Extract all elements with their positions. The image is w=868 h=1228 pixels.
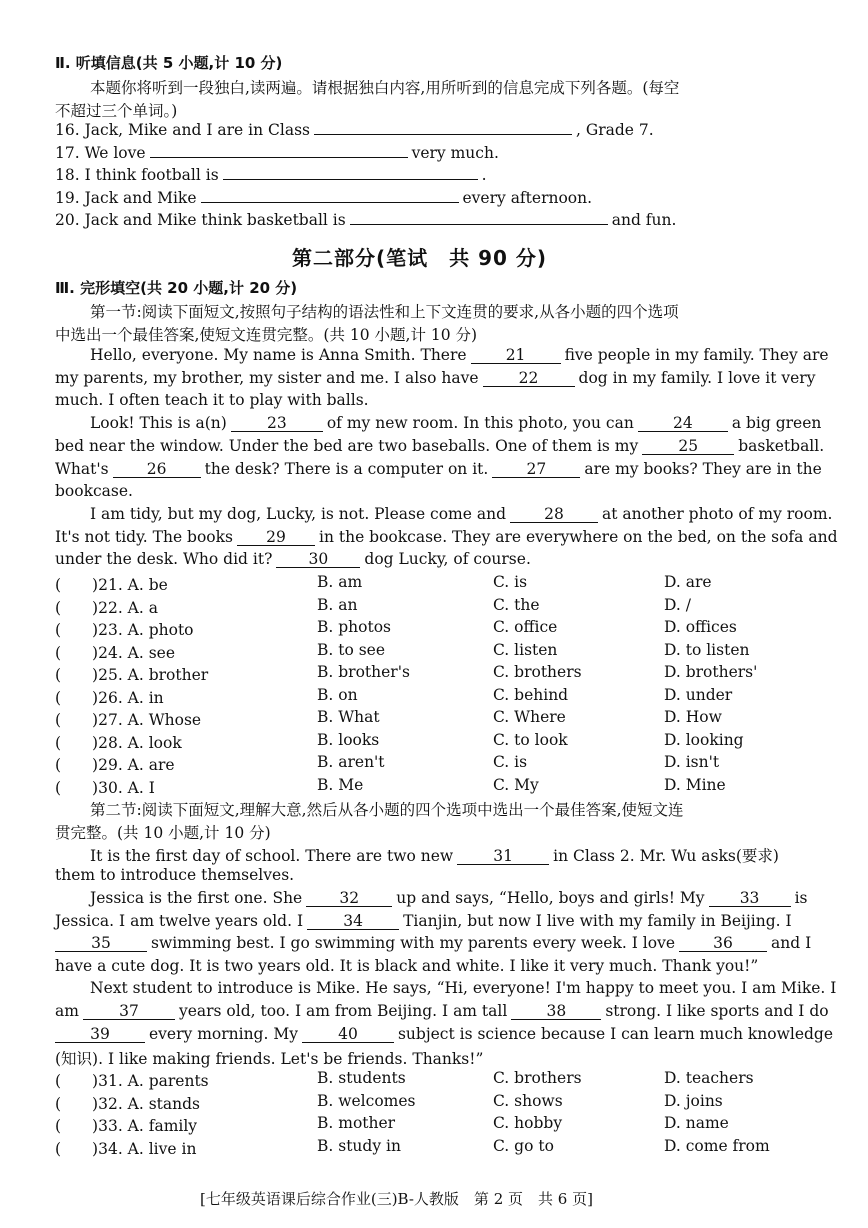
passage-text: It is the first day of school. There are two new (90, 847, 454, 865)
option-choice-b[interactable]: B. looks (317, 730, 380, 749)
passage-text: at another photo of my room. (602, 505, 833, 523)
option-choice-c[interactable]: C. to look (493, 730, 568, 749)
blank-26[interactable]: 26 (113, 461, 201, 478)
passage-text: and I (771, 934, 812, 952)
blank-38[interactable]: 38 (511, 1003, 601, 1020)
page-footer: [七年级英语课后综合作业(三)B-人教版 第 2 页 共 6 页] (200, 1190, 593, 1208)
section3-part2-instructions-cont: 贯完整。(共 10 小题,计 10 分) (55, 824, 271, 842)
option-choice-d[interactable]: D. come from (664, 1136, 770, 1155)
passage-line: bookcase. (55, 482, 133, 500)
option-question[interactable]: ( )34. A. live in (55, 1139, 197, 1158)
option-question[interactable]: ( )27. A. Whose (55, 711, 202, 729)
blank-34[interactable]: 34 (307, 913, 399, 930)
part2-title: 第二部分(笔试 共 90 分) (292, 246, 548, 270)
option-choice-b[interactable]: B. welcomes (317, 1091, 416, 1110)
passage-text: of my new room. In this photo, you can (326, 414, 634, 432)
passage-text: under the desk. Who did it? (55, 550, 273, 568)
section3-part1-instructions-cont: 中选出一个最佳答案,使短文连贯完整。(共 10 小题,计 10 分) (55, 326, 478, 344)
passage-text: strong. I like sports and I do (605, 1002, 829, 1020)
option-choice-d[interactable]: D. under (664, 685, 733, 704)
blank-24[interactable]: 24 (638, 415, 728, 432)
option-choice-c[interactable]: C. listen (493, 640, 558, 659)
q20-text: 20. Jack and Mike think basketball is (55, 211, 346, 229)
option-choice-d[interactable]: D. looking (664, 730, 744, 749)
q17-text: 17. We love (55, 144, 146, 162)
option-choice-d[interactable]: D. to listen (664, 640, 750, 659)
q18-blank[interactable] (223, 179, 478, 180)
passage-text: Hello, everyone. My name is Anna Smith. There (90, 346, 467, 364)
question-16 (55, 121, 654, 139)
option-choice-d[interactable]: D. brothers' (664, 663, 758, 681)
option-question[interactable]: ( )23. A. photo (55, 621, 194, 639)
passage-text: bed near the window. Under the bed are two baseballs. One of them is my (55, 437, 639, 455)
passage-line: (知识). I like making friends. Let's be friends. Thanks!” (55, 1050, 484, 1068)
passage-text: in Class 2. Mr. Wu asks(要求) (553, 847, 779, 865)
option-choice-c[interactable]: C. hobby (493, 1114, 563, 1132)
option-choice-c[interactable]: C. brothers (493, 1069, 582, 1087)
blank-40[interactable]: 40 (302, 1026, 394, 1043)
passage-line (55, 550, 531, 568)
blank-29[interactable]: 29 (237, 529, 315, 546)
passage-text: are my books? They are in the (584, 460, 822, 478)
passage-line (55, 528, 838, 546)
passage-text: is (794, 889, 808, 907)
passage-line (55, 934, 811, 952)
option-choice-d[interactable]: D. joins (664, 1091, 723, 1110)
blank-32[interactable]: 32 (306, 890, 392, 907)
blank-33[interactable]: 33 (709, 890, 791, 907)
passage-text: subject is science because I can learn much knowledge (397, 1025, 834, 1043)
passage-text: swimming best. I go swimming with my parents every week. I love (151, 934, 675, 952)
q16-blank[interactable] (314, 134, 572, 135)
section3-heading: Ⅲ. 完形填空(共 20 小题,计 20 分) (55, 279, 298, 297)
passage-text: Jessica is the first one. She (90, 889, 303, 907)
option-choice-d[interactable]: D. / (664, 595, 691, 614)
option-choice-d[interactable]: D. offices (664, 618, 737, 636)
passage-line: Next student to introduce is Mike. He says, “Hi, everyone! I'm happy to meet you. I am Mike. I (90, 979, 837, 997)
option-choice-c[interactable]: C. Where (493, 708, 566, 726)
passage-line (55, 369, 815, 387)
option-question[interactable]: ( )22. A. a (55, 598, 158, 617)
section3-part1-instructions: 第一节:阅读下面短文,按照句子结构的语法性和上下文连贯的要求,从各小题的四个选项 (90, 303, 679, 321)
passage-text: am (55, 1002, 79, 1020)
q18-text: 18. I think football is (55, 166, 219, 184)
option-choice-d[interactable]: D. are (664, 573, 712, 591)
q17-tail: very much. (411, 144, 499, 162)
blank-28[interactable]: 28 (510, 506, 598, 523)
option-choice-d[interactable]: D. isn't (664, 753, 720, 771)
passage-text: every morning. My (149, 1025, 298, 1043)
passage-text: dog Lucky, of course. (364, 550, 531, 568)
q19-text: 19. Jack and Mike (55, 189, 197, 207)
question-20 (55, 211, 676, 229)
section2-intro-cont: 不超过三个单词。) (55, 102, 178, 120)
option-choice-d[interactable]: D. teachers (664, 1069, 754, 1087)
passage-line (90, 346, 829, 364)
passage-line (55, 912, 792, 930)
option-question[interactable]: ( )24. A. see (55, 643, 176, 662)
section2-intro: 本题你将听到一段独白,读两遍。请根据独白内容,用所听到的信息完成下列各题。(每空 (90, 79, 680, 97)
option-choice-b[interactable]: B. aren't (317, 753, 385, 771)
passage-line (90, 505, 832, 523)
option-choice-c[interactable]: C. office (493, 618, 558, 636)
q19-blank[interactable] (201, 202, 459, 203)
passage-line (55, 437, 824, 455)
passage-text: my parents, my brother, my sister and me. I also have (55, 369, 479, 387)
option-choice-c[interactable]: C. is (493, 573, 528, 591)
option-choice-c[interactable]: C. go to (493, 1136, 554, 1155)
q16-text: 16. Jack, Mike and I are in Class (55, 121, 310, 139)
q20-tail: and fun. (611, 211, 677, 229)
q16-tail: , Grade 7. (576, 121, 654, 139)
passage-text: a big green (731, 414, 822, 432)
blank-31[interactable]: 31 (457, 848, 549, 865)
question-19 (55, 189, 592, 207)
option-choice-b[interactable]: B. brother's (317, 663, 410, 681)
option-choice-b[interactable]: B. students (317, 1069, 406, 1087)
blank-36[interactable]: 36 (679, 935, 767, 952)
option-choice-c[interactable]: C. My (493, 775, 539, 794)
option-question[interactable]: ( )25. A. brother (55, 666, 209, 684)
option-question[interactable]: ( )32. A. stands (55, 1094, 201, 1113)
section2-heading: Ⅱ. 听填信息(共 5 小题,计 10 分) (55, 54, 283, 72)
option-choice-b[interactable]: B. am (317, 573, 363, 591)
passage-line: have a cute dog. It is two years old. It is black and white. I like it very much. Thank you!” (55, 957, 759, 975)
option-choice-b[interactable]: B. photos (317, 618, 391, 636)
option-choice-b[interactable]: B. study in (317, 1136, 401, 1155)
option-choice-d[interactable]: D. name (664, 1114, 729, 1132)
passage-text: Jessica. I am twelve years old. I (55, 912, 304, 930)
option-choice-c[interactable]: C. brothers (493, 663, 582, 681)
option-choice-d[interactable]: D. Mine (664, 775, 726, 794)
passage-text: basketball. (738, 437, 825, 455)
q19-tail: every afternoon. (462, 189, 593, 207)
passage-text: the desk? There is a computer on it. (204, 460, 489, 478)
option-choice-b[interactable]: B. mother (317, 1114, 396, 1132)
blank-39[interactable]: 39 (55, 1026, 145, 1043)
passage-line (55, 1002, 829, 1020)
passage-text: What's (55, 460, 109, 478)
q20-blank[interactable] (350, 224, 608, 225)
blank-22[interactable]: 22 (483, 370, 575, 387)
passage-text: up and says, “Hello, boys and girls! My (396, 889, 705, 907)
blank-35[interactable]: 35 (55, 935, 147, 952)
passage-line: much. I often teach it to play with balls. (55, 391, 369, 409)
option-question[interactable]: ( )29. A. are (55, 756, 175, 774)
option-question[interactable]: ( )33. A. family (55, 1117, 198, 1135)
blank-25[interactable]: 25 (642, 438, 734, 455)
passage-text: It's not tidy. The books (55, 528, 233, 546)
option-choice-b[interactable]: B. Me (317, 775, 364, 794)
passage-text: five people in my family. They are (564, 346, 829, 364)
blank-27[interactable]: 27 (492, 461, 580, 478)
option-choice-b[interactable]: B. on (317, 685, 358, 704)
passage-text: I am tidy, but my dog, Lucky, is not. Please come and (90, 505, 506, 523)
passage-text: in the bookcase. They are everywhere on the bed, on the sofa and (318, 528, 838, 546)
q17-blank[interactable] (150, 157, 408, 158)
option-choice-c[interactable]: C. the (493, 595, 540, 614)
option-choice-b[interactable]: B. an (317, 595, 358, 614)
passage-line (90, 844, 779, 866)
passage-line (55, 1025, 833, 1043)
question-17 (55, 144, 499, 162)
question-18 (55, 166, 487, 184)
option-question[interactable]: ( )30. A. I (55, 778, 155, 797)
passage-line (55, 460, 822, 478)
option-question[interactable]: ( )26. A. in (55, 688, 164, 707)
blank-30[interactable]: 30 (276, 551, 360, 568)
option-choice-b[interactable]: B. What (317, 708, 380, 726)
passage-text: Tianjin, but now I live with my family in Beijing. I (403, 912, 792, 930)
option-question[interactable]: ( )28. A. look (55, 733, 182, 752)
passage-text: Look! This is a(n) (90, 414, 227, 432)
passage-text: years old, too. I am from Beijing. I am tall (178, 1002, 508, 1020)
passage-line (90, 414, 821, 432)
option-choice-c[interactable]: C. is (493, 753, 528, 771)
option-choice-c[interactable]: C. shows (493, 1091, 563, 1110)
blank-21[interactable]: 21 (471, 347, 561, 364)
q18-tail: . (481, 166, 487, 184)
option-question[interactable]: ( )21. A. be (55, 576, 168, 594)
option-choice-c[interactable]: C. behind (493, 685, 569, 704)
passage-line: them to introduce themselves. (55, 866, 295, 884)
option-question[interactable]: ( )31. A. parents (55, 1072, 209, 1090)
passage-text: dog in my family. I love it very (578, 369, 816, 387)
option-choice-d[interactable]: D. How (664, 708, 722, 726)
section3-part2-instructions: 第二节:阅读下面短文,理解大意,然后从各小题的四个选项中选出一个最佳答案,使短文连 (90, 801, 684, 819)
passage-line (90, 889, 807, 907)
blank-37[interactable]: 37 (83, 1003, 175, 1020)
option-choice-b[interactable]: B. to see (317, 640, 386, 659)
blank-23[interactable]: 23 (231, 415, 323, 432)
